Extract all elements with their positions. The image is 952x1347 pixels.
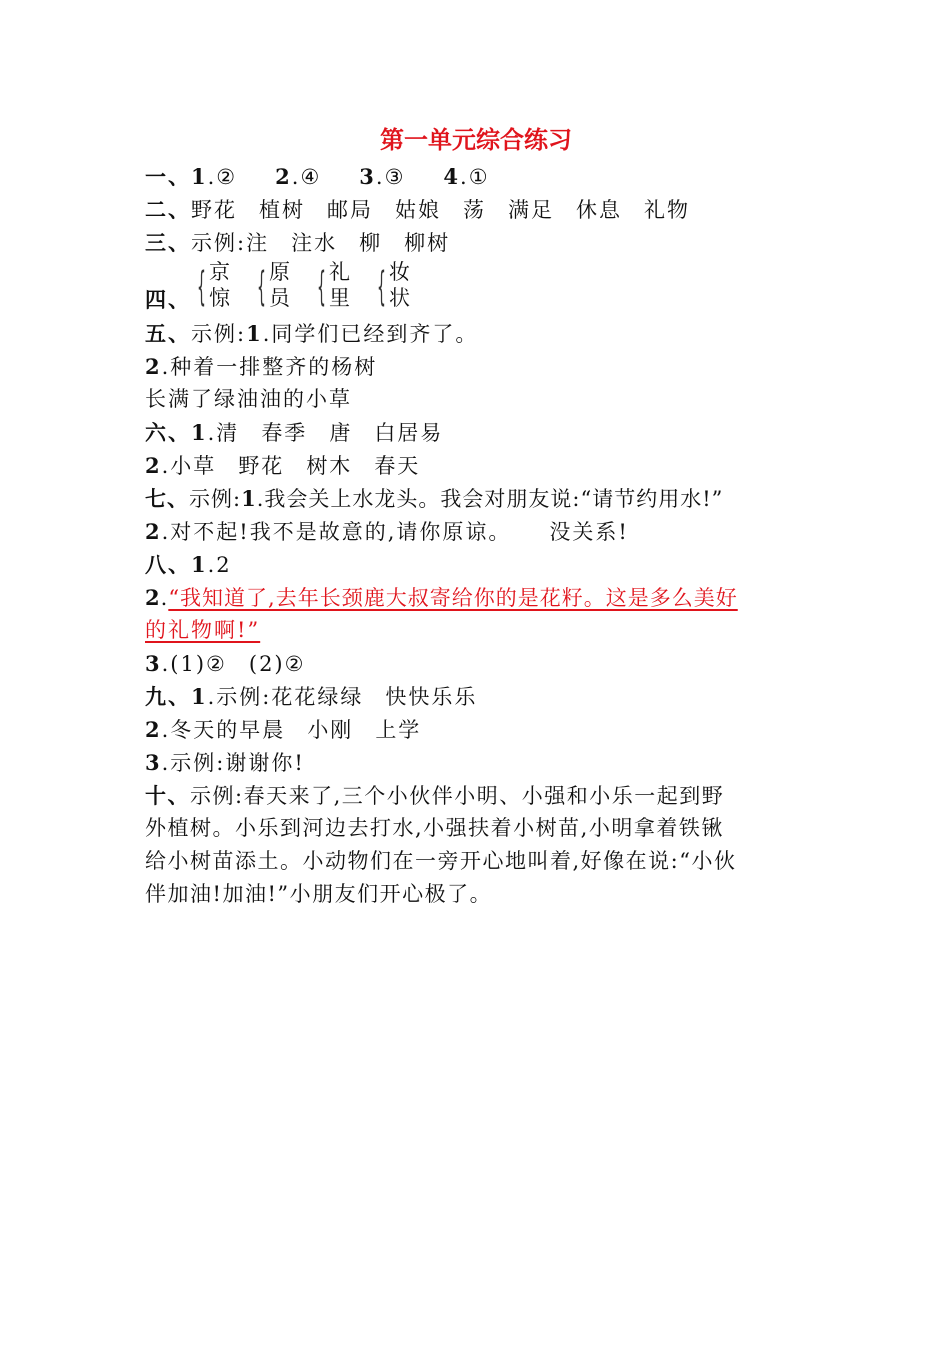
- section-6: [145, 416, 825, 449]
- question-number: 1: [191, 552, 208, 577]
- section-8-q2-line2: [145, 614, 825, 647]
- answer-word: 柳树: [404, 231, 451, 255]
- section-label: 六、: [145, 420, 191, 445]
- answer-word: 春天: [374, 454, 421, 478]
- section-6-q2: [145, 449, 825, 482]
- section-label: 五、: [145, 321, 191, 346]
- question-number: 1: [191, 684, 208, 709]
- question-number: 2: [145, 585, 161, 610]
- answer-word: 礼物: [644, 198, 690, 222]
- answer-word: 野花: [191, 198, 237, 222]
- answer: .同学们已经到齐了。: [262, 322, 479, 346]
- pair-top: 京: [209, 260, 230, 284]
- section-3: [145, 226, 825, 259]
- section-7: [145, 482, 825, 515]
- question-number: 1: [191, 164, 208, 189]
- answer: .示例:谢谢你!: [161, 751, 305, 775]
- answer: 快快乐乐: [385, 685, 478, 709]
- example-prefix: 示例:: [189, 487, 242, 511]
- example-prefix: 示例:: [191, 322, 247, 346]
- pair-top: 礼: [329, 260, 350, 284]
- paragraph-line: 伴加油!加油!”小朋友们开心极了。: [145, 882, 493, 906]
- question-number: 1: [241, 486, 257, 511]
- character-pair: [317, 259, 367, 317]
- section-5: [145, 317, 825, 350]
- answer-word: .冬天的早晨: [161, 718, 286, 742]
- answer: .示例:花花绿绿: [207, 685, 364, 709]
- question-number: 2: [145, 354, 162, 379]
- brace-icon: {: [317, 264, 326, 310]
- highlighted-answer: 的礼物啊!”: [145, 618, 261, 642]
- answer-word: 柳: [359, 231, 383, 255]
- question-number: 2: [145, 453, 162, 478]
- answer: .2: [207, 553, 232, 577]
- pair-top: 原: [269, 260, 290, 284]
- question-number: 1: [191, 420, 208, 445]
- answer: .①: [460, 165, 490, 189]
- answer: (2)②: [248, 652, 306, 676]
- section-label: 一、: [145, 164, 191, 189]
- answer-word: 注水: [291, 231, 338, 255]
- brace-icon: {: [377, 264, 386, 310]
- answer-word: 野花: [238, 454, 285, 478]
- character-pair: [257, 259, 307, 317]
- highlighted-answer: “我知道了,去年长颈鹿大叔寄给你的是花籽。这是多么美好: [168, 586, 738, 610]
- answer: 没关系!: [549, 520, 629, 544]
- section-5-q2-line2: [145, 383, 825, 416]
- section-9: [145, 680, 825, 713]
- answer: .(1)②: [161, 652, 227, 676]
- question-number: 3: [145, 651, 162, 676]
- section-9-q2: [145, 713, 825, 746]
- section-label: 七、: [145, 486, 189, 511]
- section-label: 二、: [145, 197, 191, 222]
- answer-word: 上学: [375, 718, 422, 742]
- answer-word: 满足: [508, 198, 554, 222]
- answer-word: 树木: [306, 454, 353, 478]
- answer-word: 白居易: [374, 421, 444, 445]
- question-number: 3: [359, 164, 376, 189]
- section-label: 八、: [145, 552, 191, 577]
- pair-bottom: 员: [269, 286, 290, 310]
- section-8-q2: [145, 581, 825, 614]
- section-10-line: [145, 878, 825, 911]
- section-9-q3: [145, 746, 825, 779]
- section-label: 十、: [145, 783, 190, 808]
- question-number: 2: [275, 164, 292, 189]
- answer: .种着一排整齐的杨树: [161, 355, 378, 379]
- answer-content: [145, 160, 825, 911]
- paragraph-line: 外植树。小乐到河边去打水,小强扶着小树苗,小明拿着铁锹: [145, 816, 724, 840]
- brace-icon: {: [257, 264, 266, 310]
- answer-word: .小草: [161, 454, 217, 478]
- answer: .②: [207, 165, 238, 189]
- answer-word: 春季: [261, 421, 308, 445]
- section-label: 三、: [145, 230, 191, 255]
- paragraph-line: 给小树苗添土。小动物们在一旁开心地叫着,好像在说:“小伙: [145, 849, 737, 873]
- section-label: 九、: [145, 684, 191, 709]
- answer: .④: [291, 165, 322, 189]
- answer: .对不起!我不是故意的,请你原谅。: [161, 520, 512, 544]
- page-title: 第一单元综合练习: [380, 126, 572, 154]
- answer: 长满了绿油油的小草: [145, 387, 352, 411]
- section-10: [145, 779, 825, 812]
- pair-bottom: 惊: [209, 286, 230, 310]
- section-4: [145, 259, 825, 317]
- answer-word: 姑娘: [395, 198, 441, 222]
- answer-word: 荡: [463, 198, 486, 222]
- section-label: 四、: [145, 287, 191, 312]
- answer-word: 注: [246, 231, 270, 255]
- answer-word: 小刚: [307, 718, 354, 742]
- section-2: [145, 193, 825, 226]
- section-5-q2: [145, 350, 825, 383]
- brace-icon: {: [197, 264, 206, 310]
- question-number: 3: [145, 750, 162, 775]
- pair-top: 妆: [389, 260, 410, 284]
- paragraph-line: 示例:春天来了,三个小伙伴小明、小强和小乐一起到野: [190, 784, 725, 808]
- section-10-line: [145, 845, 825, 878]
- answer: .我会关上水龙头。我会对朋友说:“请节约用水!”: [256, 487, 724, 511]
- question-number: 4: [443, 164, 461, 189]
- section-8-q3: [145, 647, 825, 680]
- pair-bottom: 状: [389, 286, 410, 310]
- example-prefix: 示例:: [191, 231, 247, 255]
- question-number: 2: [145, 717, 162, 742]
- answer-prefix: .: [160, 586, 169, 610]
- answer: .③: [375, 165, 406, 189]
- answer-word: .清: [207, 421, 240, 445]
- answer-word: 唐: [329, 421, 353, 445]
- section-1: [145, 160, 825, 193]
- question-number: 2: [145, 519, 162, 544]
- section-7-q2: [145, 515, 825, 548]
- question-number: 1: [246, 321, 263, 346]
- answer-word: 邮局: [327, 198, 373, 222]
- section-10-line: [145, 812, 825, 845]
- section-8: [145, 548, 825, 581]
- character-pair: [377, 259, 427, 317]
- answer-word: 植树: [259, 198, 305, 222]
- answer-word: 休息: [576, 198, 622, 222]
- character-pair: [197, 259, 247, 317]
- pair-bottom: 里: [329, 286, 350, 310]
